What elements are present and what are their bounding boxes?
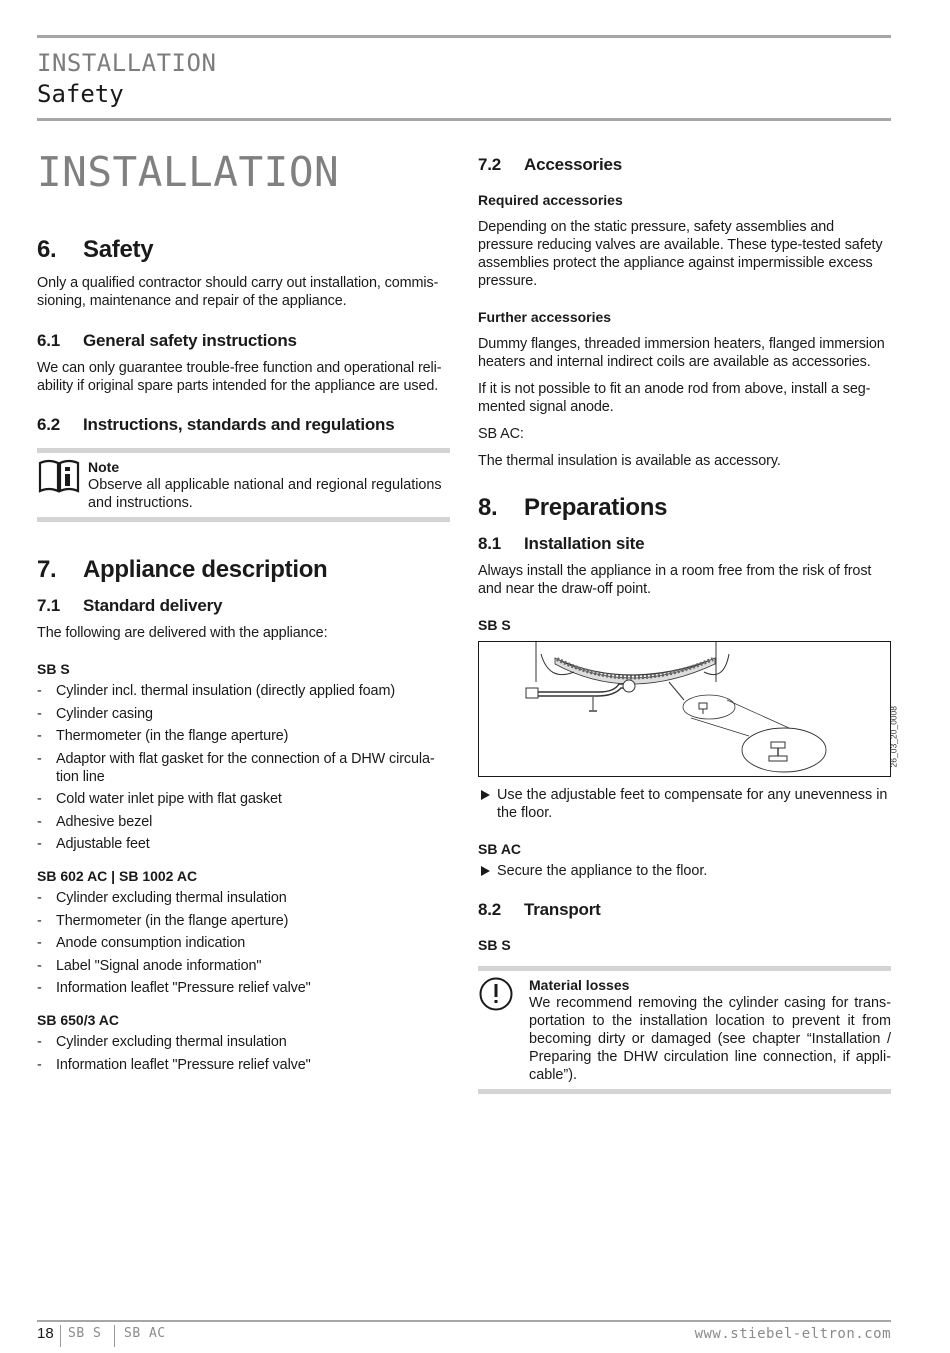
further-accessories-text: Dummy flanges, threaded immersion heaters, flanged immersion heaters and internal indirect coils are available as accessories. [478,336,885,370]
footer-product: SB AC [124,1326,166,1341]
website-link[interactable]: www.stiebel-eltron.com [694,1326,891,1342]
required-accessories-label: Required accessories [478,192,623,208]
action-step [478,786,891,822]
sbac-label: SB AC: [478,426,524,442]
list-item: - Information leaflet "Pressure relief valve" [37,1056,450,1074]
sbac-label: SB AC [478,841,522,857]
section-number: 7.1 [37,596,61,615]
note-text: Observe all applicable national and regional regulations and instructions. [88,477,442,511]
note-box [37,448,450,522]
section-number: 6. [37,236,57,263]
section-6-2-heading [37,415,450,435]
footer-product: SB S [68,1326,102,1341]
section-number: 8. [478,494,498,521]
segmented-anode-text: If it is not possible to fit an anode rod from above, install a seg-mented signal anode. [478,381,871,415]
chapter-title: INSTALLATION [37,148,340,196]
section-title: Instructions, standards and regulations [83,415,395,434]
group-label: SB 650/3 AC [37,1012,119,1028]
list-item: - Thermometer (in the flange aperture) [37,727,450,745]
delivery-list-sb602 [37,889,450,997]
sbs-label: SB S [478,617,511,633]
list-item: - Cold water inlet pipe with flat gasket [37,790,450,808]
figure-code: 26_03_20_0008 [888,706,898,768]
page-footer [37,1325,891,1349]
section-number: 7. [37,556,57,583]
list-item: - Thermometer (in the flange aperture) [37,912,450,930]
section-7-2-heading [478,155,891,175]
list-item: - Cylinder excluding thermal insulation [37,889,450,907]
list-item: - Adaptor with flat gasket for the connection of a DHW circula-tion line [37,750,450,786]
right-column [478,155,898,1094]
list-item: - Label "Signal anode information" [37,957,450,975]
section-6-1-text: We can only guarantee trouble-free function and operational reli-ability if original spare parts intended for the appliance are used. [37,360,442,394]
header-bottom-rule [37,118,891,121]
section-title: Accessories [524,155,622,174]
section-number: 6.1 [37,331,61,350]
further-accessories-label: Further accessories [478,309,612,325]
action-arrow-icon [481,790,490,800]
delivery-list-sb650 [37,1033,450,1074]
section-8-2-heading [478,900,891,920]
sbs-label: SB S [478,937,511,953]
section-8-1-heading [478,534,891,554]
group-label: SB 602 AC | SB 1002 AC [37,868,198,884]
warning-title: Material losses [529,977,630,993]
section-6-heading [37,236,450,264]
section-title: Installation site [524,534,645,553]
list-item: - Cylinder casing [37,705,450,723]
exclamation-icon [478,976,529,1084]
section-6-1-heading [37,331,450,351]
required-accessories-text: Depending on the static pressure, safety assemblies and pressure reducing valves are available. These type-tested safety assemblies protect the appliance against impermissible excess pressure. [478,219,883,289]
installation-site-text: Always install the appliance in a room free from the risk of frost and near the draw-off point. [478,563,872,597]
section-title: Standard delivery [83,596,223,615]
section-title: Preparations [524,494,668,521]
header-subsection: Safety [37,80,124,108]
section-number: 7.2 [478,155,502,174]
section-7-1-heading [37,596,450,616]
material-losses-warning [478,966,891,1094]
list-item: - Cylinder excluding thermal insulation [37,1033,450,1051]
footer-separator [114,1325,115,1347]
thermal-insulation-text: The thermal insulation is available as accessory. [478,453,781,469]
section-number: 6.2 [37,415,61,434]
section-number: 8.1 [478,534,502,553]
section-7-heading [37,556,450,584]
book-info-icon [37,458,88,512]
header-section: INSTALLATION [37,49,217,77]
action-text: Secure the appliance to the floor. [497,863,708,879]
cylinder-feet-illustration [479,642,890,776]
delivery-list-sbs [37,682,450,853]
list-item: - Cylinder incl. thermal insulation (directly applied foam) [37,682,450,700]
action-arrow-icon [481,866,490,876]
list-item: - Anode consumption indication [37,934,450,952]
warning-text: We recommend removing the cylinder casing for trans-portation to the installation location to prevent it from becoming dirty or damaged (see chapter “Installation / Preparing the DHW circulation line connection, if appli-cable”). [529,995,891,1083]
header-top-rule [37,35,891,38]
section-title: General safety instructions [83,331,297,350]
left-column [37,236,450,1088]
adjustable-feet-figure [478,641,898,777]
list-item: - Information leaflet "Pressure relief valve" [37,979,450,997]
list-item: - Adjustable feet [37,835,450,853]
section-8-heading [478,494,891,522]
section-7-1-text: The following are delivered with the appliance: [37,625,328,641]
section-title: Transport [524,900,601,919]
section-title: Safety [83,236,154,263]
action-text: Use the adjustable feet to compensate for any unevenness in the floor. [497,787,888,821]
list-item: - Adhesive bezel [37,813,450,831]
section-title: Appliance description [83,556,328,583]
page-number: 18 [37,1325,54,1342]
section-number: 8.2 [478,900,502,919]
section-6-intro: Only a qualified contractor should carry out installation, commis-sioning, maintenance and repair of the appliance. [37,275,439,309]
action-step [478,862,891,880]
footer-separator [60,1325,61,1347]
footer-rule [37,1320,891,1322]
note-title: Note [88,459,120,475]
group-label: SB S [37,661,70,677]
